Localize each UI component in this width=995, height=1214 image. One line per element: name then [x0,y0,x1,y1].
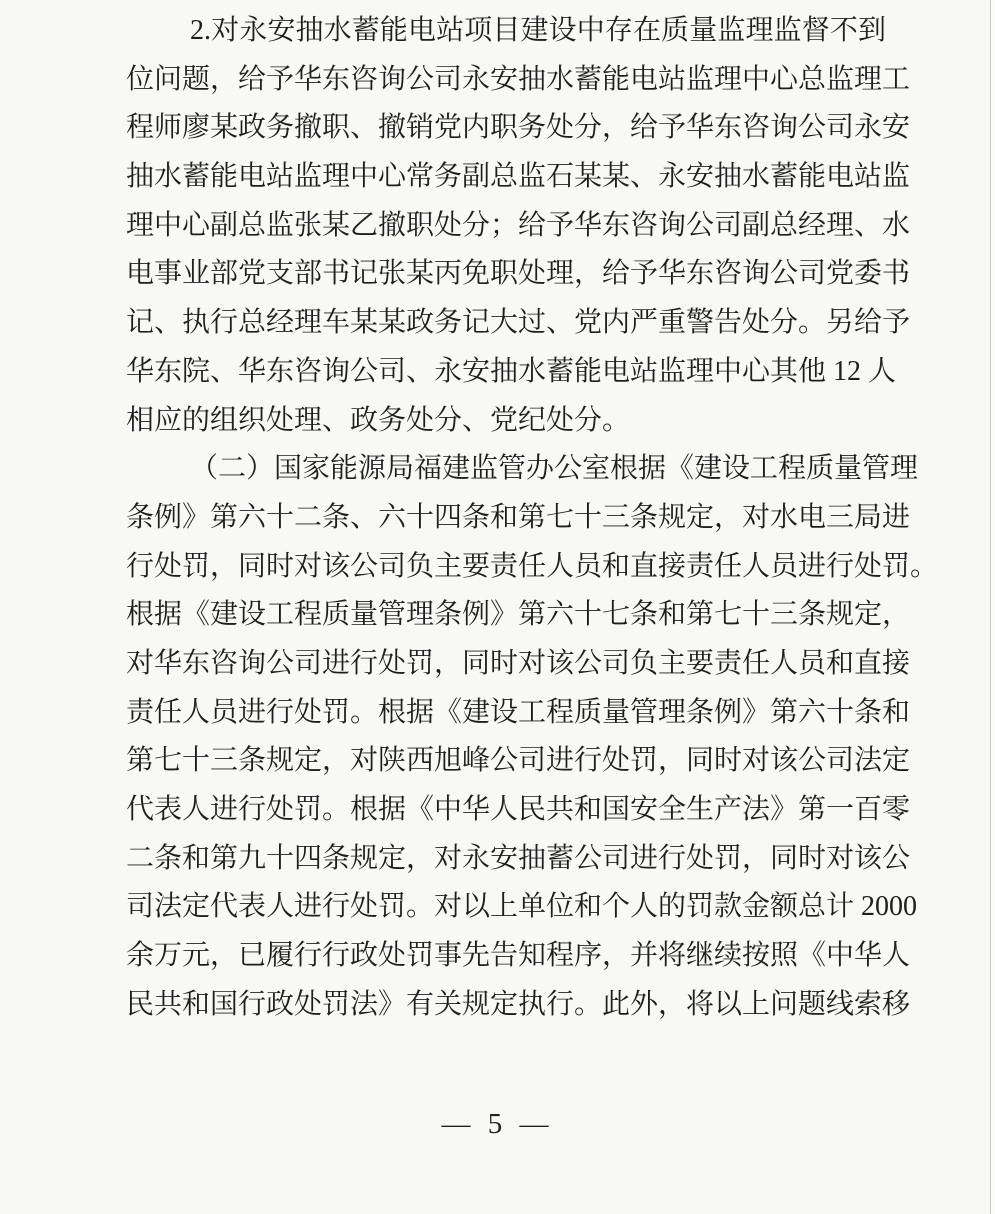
text-line: 位问题，给予华东咨询公司永安抽水蓄能电站监理中心总监理工 [126,63,911,95]
document-body [126,7,939,1029]
text-line: 理中心副总监张某乙撤职处分；给予华东咨询公司副总经理、水 [126,209,911,241]
scan-right-margin [991,0,995,1214]
page-number: — 5 — [441,1108,554,1140]
text-line: 华东院、华东咨询公司、永安抽水蓄能电站监理中心其他 12 人 [126,355,897,387]
text-line: 二条和第九十四条规定，对永安抽蓄公司进行处罚，同时对该公 [126,842,911,874]
text-line: 根据《建设工程质量管理条例》第六十七条和第七十三条规定， [126,599,911,631]
text-line: 电事业部党支部书记张某丙免职处理，给予华东咨询公司党委书 [126,258,911,290]
paragraph-penalties [126,445,939,1029]
text-line: 司法定代表人进行处罚。对以上单位和个人的罚款金额总计 2000 [126,891,918,923]
text-line: 代表人进行处罚。根据《中华人民共和国安全生产法》第一百零 [126,794,911,825]
text-line: 抽水蓄能电站监理中心常务副总监石某某、永安抽水蓄能电站监 [126,161,911,193]
text-line: 责任人员进行处罚。根据《建设工程质量管理条例》第六十条和 [126,696,911,728]
text-line: 记、执行总经理车某某政务记大过、党内严重警告处分。另给予 [126,307,911,339]
text-line: 行处罚，同时对该公司负主要责任人员和直接责任人员进行处罚。 [126,550,939,582]
paragraph-disciplinary-actions [126,7,911,445]
text-line: 程师廖某政务撤职、撤销党内职务处分，给予华东咨询公司永安 [126,112,911,144]
text-line: 2.对永安抽水蓄能电站项目建设中存在质量监理监督不到 [190,15,886,46]
scan-edge-line [990,0,991,1214]
text-line: （二）国家能源局福建监管办公室根据《建设工程质量管理 [190,453,919,485]
text-line: 第七十三条规定，对陕西旭峰公司进行处罚，同时对该公司法定 [126,745,911,777]
text-line: 条例》第六十二条、六十四条和第七十三条规定，对水电三局进 [126,501,911,533]
text-line: 对华东咨询公司进行处罚，同时对该公司负主要责任人员和直接 [126,647,911,679]
text-line: 民共和国行政处罚法》有关规定执行。此外，将以上问题线索移 [126,988,911,1020]
text-line: 相应的组织处理、政务处分、党纪处分。 [126,404,631,436]
text-line: 余万元，已履行行政处罚事先告知程序，并将继续按照《中华人 [126,940,911,972]
